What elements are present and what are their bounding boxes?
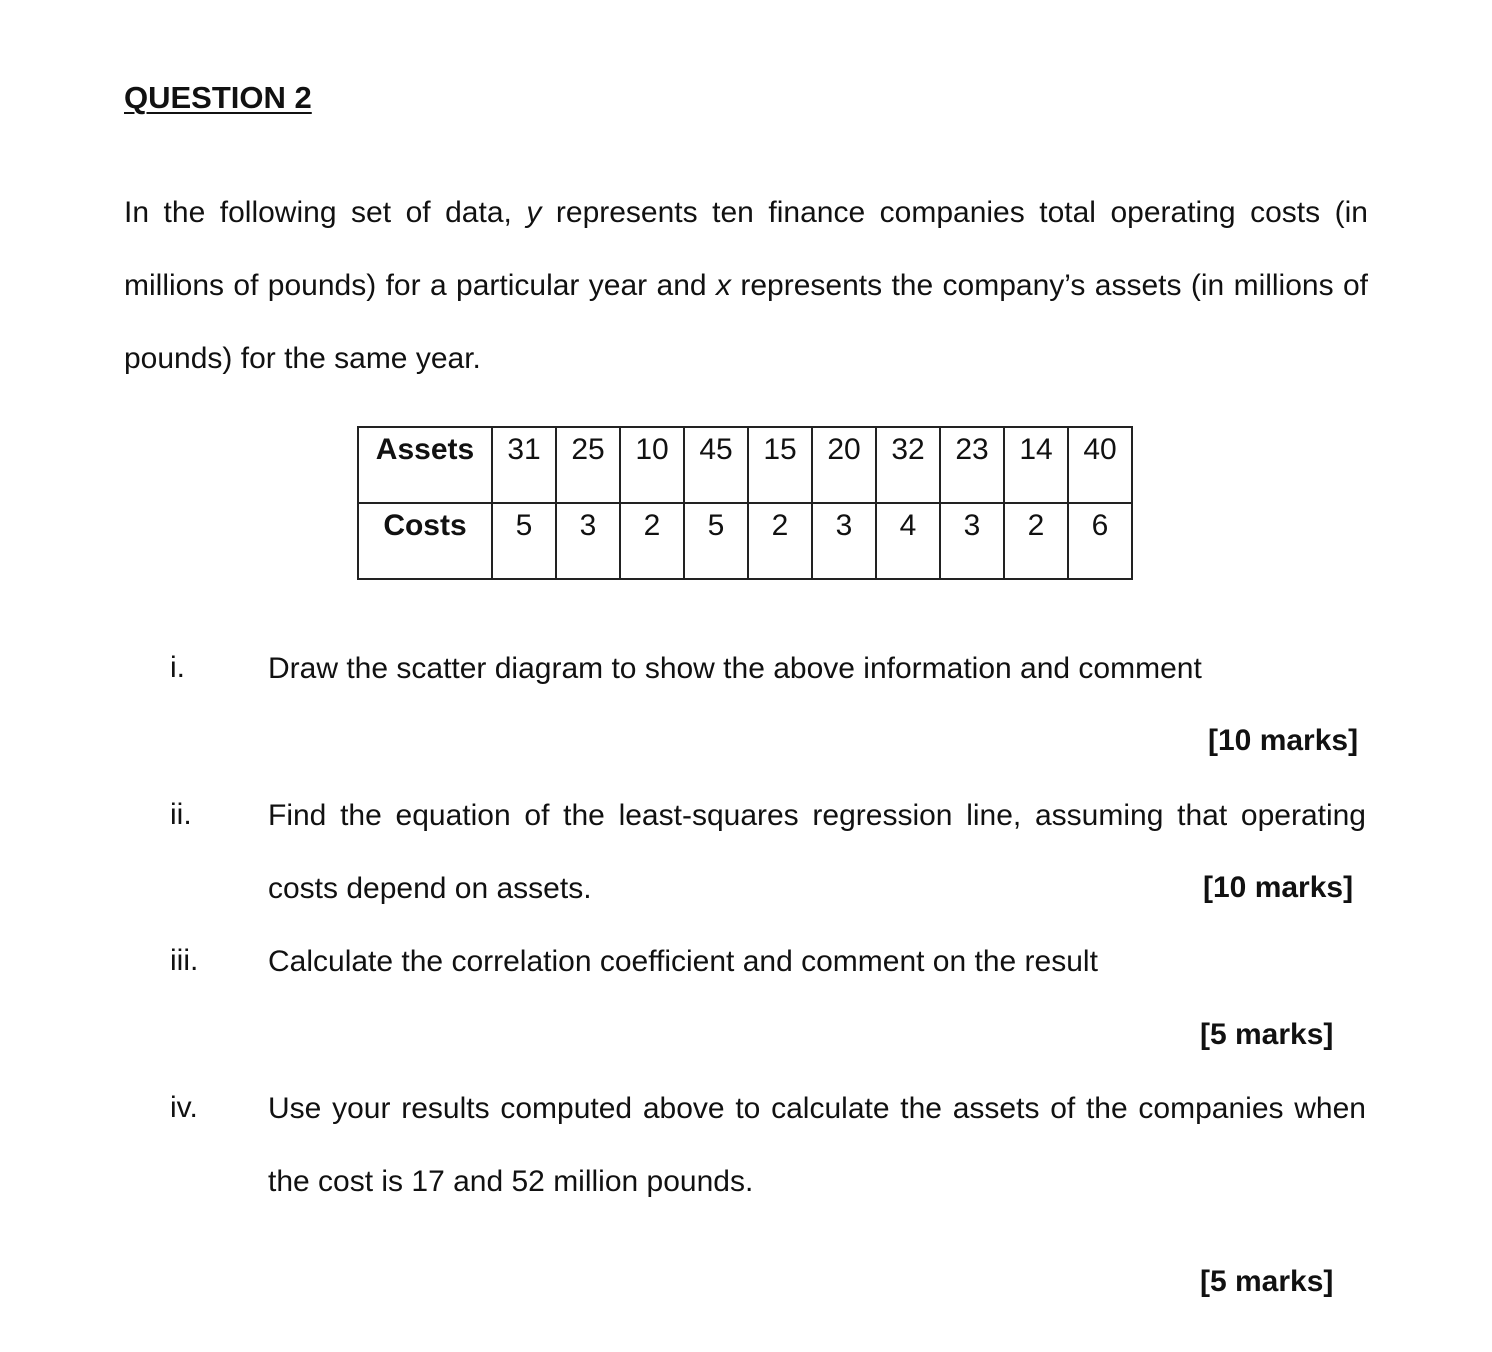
assets-cell: 20 bbox=[812, 427, 876, 503]
question-text-ii: Find the equation of the least-squares regression line, assuming that operating costs depend on assets. bbox=[268, 799, 1366, 905]
question-text-iv: Use your results computed above to calculate the assets of the companies when the cost is 17 and 52 million pounds. bbox=[268, 1092, 1366, 1198]
intro-text-3: represents the company’s assets (in millions of pounds) for the same year. bbox=[124, 269, 1368, 375]
assets-label: Assets bbox=[358, 427, 492, 503]
assets-cell: 23 bbox=[940, 427, 1004, 503]
assets-cell: 15 bbox=[748, 427, 812, 503]
assets-cell: 25 bbox=[556, 427, 620, 503]
costs-row bbox=[358, 503, 1132, 579]
costs-cell: 2 bbox=[1004, 503, 1068, 579]
intro-paragraph bbox=[124, 176, 1368, 395]
data-table bbox=[357, 426, 1133, 580]
marks-iii: [5 marks] bbox=[1200, 1018, 1334, 1051]
assets-cell: 40 bbox=[1068, 427, 1132, 503]
marks-ii: [10 marks] bbox=[1203, 871, 1354, 904]
assets-cell: 32 bbox=[876, 427, 940, 503]
assets-cell: 31 bbox=[492, 427, 556, 503]
costs-cell: 6 bbox=[1068, 503, 1132, 579]
question-text-i: Draw the scatter diagram to show the above information and comment bbox=[268, 652, 1202, 685]
x-variable: x bbox=[715, 269, 731, 302]
question-number-iv: iv. bbox=[170, 1091, 198, 1124]
y-variable: y bbox=[526, 196, 542, 229]
question-number-iii: iii. bbox=[170, 944, 199, 977]
assets-cell: 10 bbox=[620, 427, 684, 503]
costs-cell: 3 bbox=[812, 503, 876, 579]
question-text-iii: Calculate the correlation coefficient and comment on the result bbox=[268, 945, 1098, 978]
intro-text-2: represents ten finance companies total operating costs (in millions of pounds) for a particular year and bbox=[124, 196, 1368, 302]
costs-cell: 5 bbox=[684, 503, 748, 579]
marks-i: [10 marks] bbox=[1208, 724, 1359, 757]
costs-cell: 2 bbox=[748, 503, 812, 579]
costs-label: Costs bbox=[358, 503, 492, 579]
question-number-i: i. bbox=[170, 651, 185, 684]
question-heading: QUESTION 2 bbox=[124, 80, 312, 115]
costs-cell: 5 bbox=[492, 503, 556, 579]
marks-iv: [5 marks] bbox=[1200, 1265, 1334, 1298]
costs-cell: 4 bbox=[876, 503, 940, 579]
question-number-ii: ii. bbox=[170, 798, 192, 831]
intro-text-1: In the following set of data, bbox=[124, 196, 527, 229]
costs-cell: 3 bbox=[556, 503, 620, 579]
assets-cell: 45 bbox=[684, 427, 748, 503]
assets-cell: 14 bbox=[1004, 427, 1068, 503]
assets-row bbox=[358, 427, 1132, 503]
costs-cell: 2 bbox=[620, 503, 684, 579]
costs-cell: 3 bbox=[940, 503, 1004, 579]
